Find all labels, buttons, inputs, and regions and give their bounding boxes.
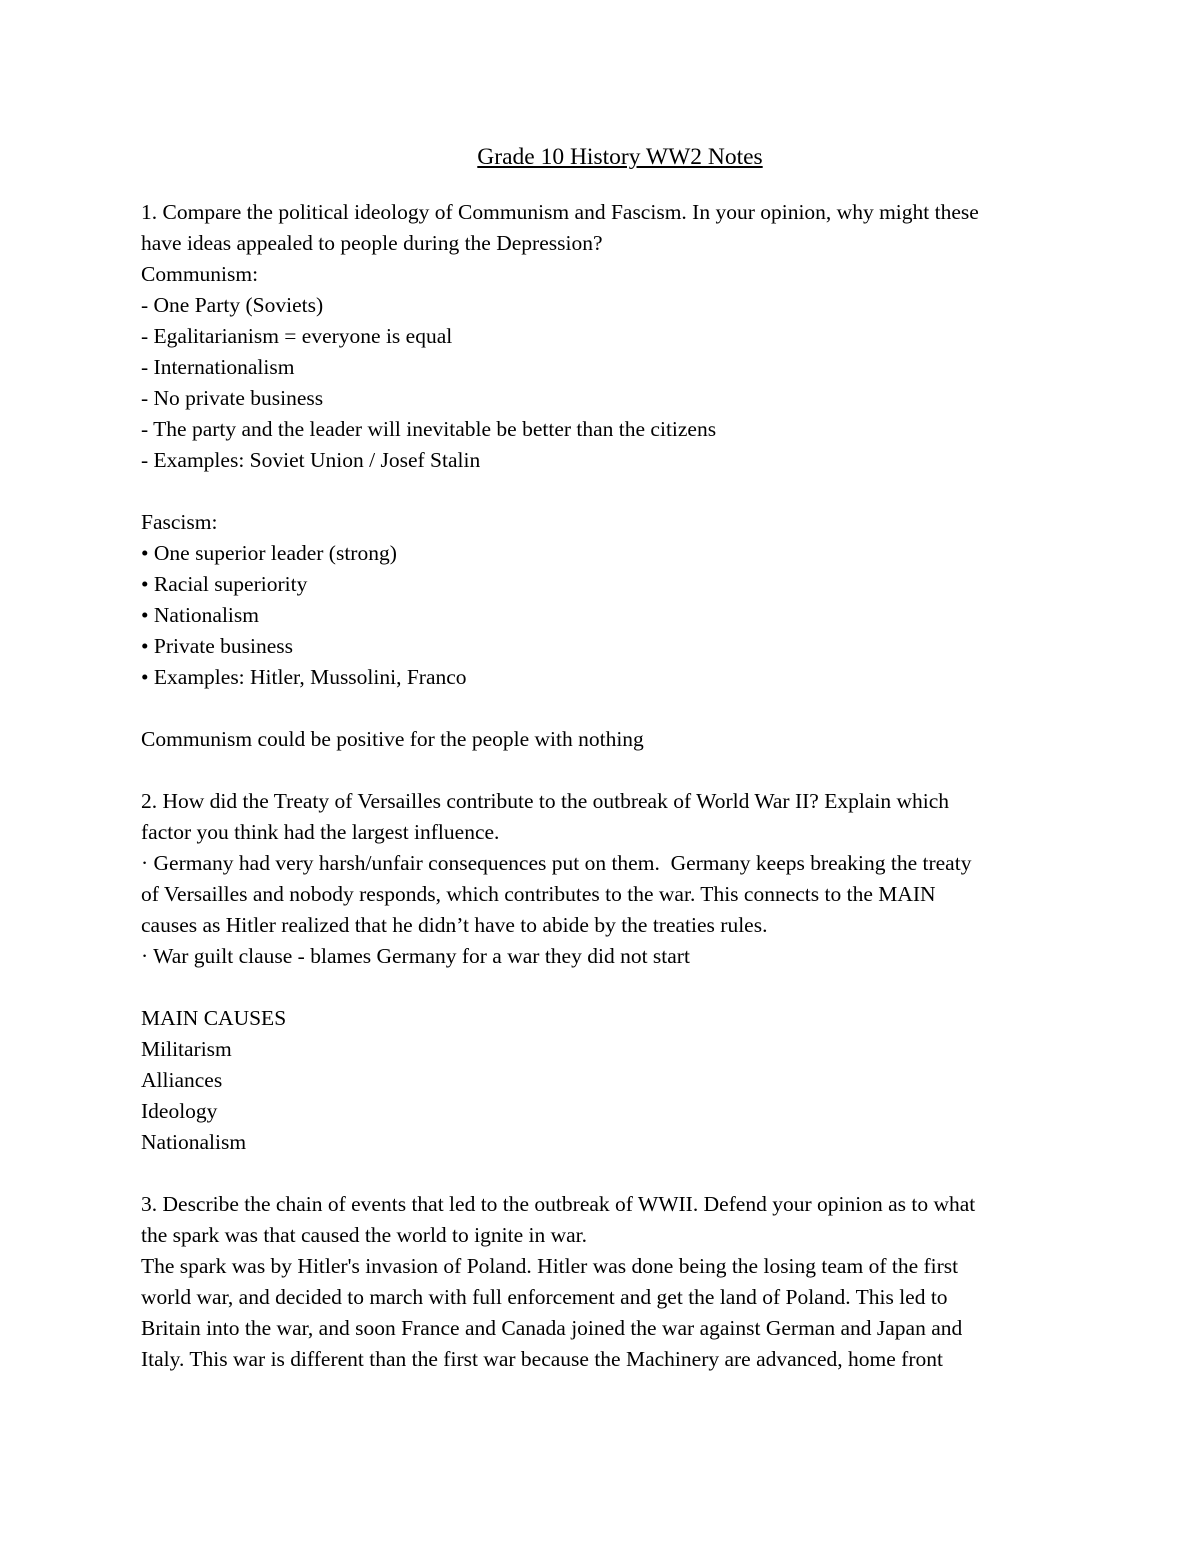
question-3-line: Italy. This war is different than the first war because the Machinery are advanced, home front: [141, 1347, 943, 1371]
question-1-section: [141, 197, 1081, 786]
document-page: [141, 142, 1081, 1375]
question-2-line: · Germany had very harsh/unfair consequences put on them. Germany keeps breaking the treaty: [141, 851, 972, 875]
question-3-line: 3. Describe the chain of events that led to the outbreak of WWII. Defend your opinion as to what: [141, 1192, 976, 1216]
fascism-item: • Private business: [141, 634, 294, 658]
communism-item: - Egalitarianism = everyone is equal: [141, 324, 453, 348]
question-2-line: 2. How did the Treaty of Versailles contribute to the outbreak of World War II? Explain which: [141, 789, 949, 813]
communism-heading: Communism:: [141, 262, 259, 286]
communism-item: - The party and the leader will inevitable be better than the citizens: [141, 417, 717, 441]
main-cause-item: Nationalism: [141, 1130, 247, 1154]
document-title: Grade 10 History WW2 Notes: [477, 144, 763, 170]
fascism-item: • Examples: Hitler, Mussolini, Franco: [141, 665, 467, 689]
main-causes-section: [141, 1003, 1081, 1189]
question-1-text-line-2: have ideas appealed to people during the Depression?: [141, 231, 603, 255]
communism-item: - Internationalism: [141, 355, 295, 379]
question-2-line: of Versailles and nobody responds, which contributes to the war. This connects to the MAIN: [141, 882, 936, 906]
main-cause-item: Alliances: [141, 1068, 223, 1092]
blank-line: [141, 476, 1081, 507]
blank-line: [141, 693, 1081, 724]
question-3-line: the spark was that caused the world to ignite in war.: [141, 1223, 588, 1247]
communism-item: - Examples: Soviet Union / Josef Stalin: [141, 448, 481, 472]
fascism-item: • Nationalism: [141, 603, 259, 627]
main-cause-item: Militarism: [141, 1037, 232, 1061]
question-1-text-line-1: 1. Compare the political ideology of Communism and Fascism. In your opinion, why might these: [141, 200, 979, 224]
communism-item: - No private business: [141, 386, 324, 410]
question-3-line: Britain into the war, and soon France and Canada joined the war against German and Japan and: [141, 1316, 963, 1340]
fascism-item: • Racial superiority: [141, 572, 308, 596]
question-3-line: The spark was by Hitler's invasion of Poland. Hitler was done being the losing team of the first: [141, 1254, 959, 1278]
blank-line: [141, 972, 1081, 1003]
main-causes-heading: MAIN CAUSES: [141, 1006, 287, 1030]
question-2-line: causes as Hitler realized that he didn’t have to abide by the treaties rules.: [141, 913, 768, 937]
question-2-section: [141, 786, 1081, 1003]
main-cause-item: Ideology: [141, 1099, 218, 1123]
question-3-section: [141, 1189, 1081, 1375]
communism-item: - One Party (Soviets): [141, 293, 324, 317]
question-2-line: · War guilt clause - blames Germany for a war they did not start: [141, 944, 690, 968]
blank-line: [141, 755, 1081, 786]
question-3-line: world war, and decided to march with full enforcement and get the land of Poland. This led to: [141, 1285, 948, 1309]
question-2-line: factor you think had the largest influence.: [141, 820, 500, 844]
fascism-item: • One superior leader (strong): [141, 541, 397, 565]
question-1-conclusion: Communism could be positive for the people with nothing: [141, 727, 644, 751]
blank-line: [141, 1158, 1081, 1189]
fascism-heading: Fascism:: [141, 510, 218, 534]
